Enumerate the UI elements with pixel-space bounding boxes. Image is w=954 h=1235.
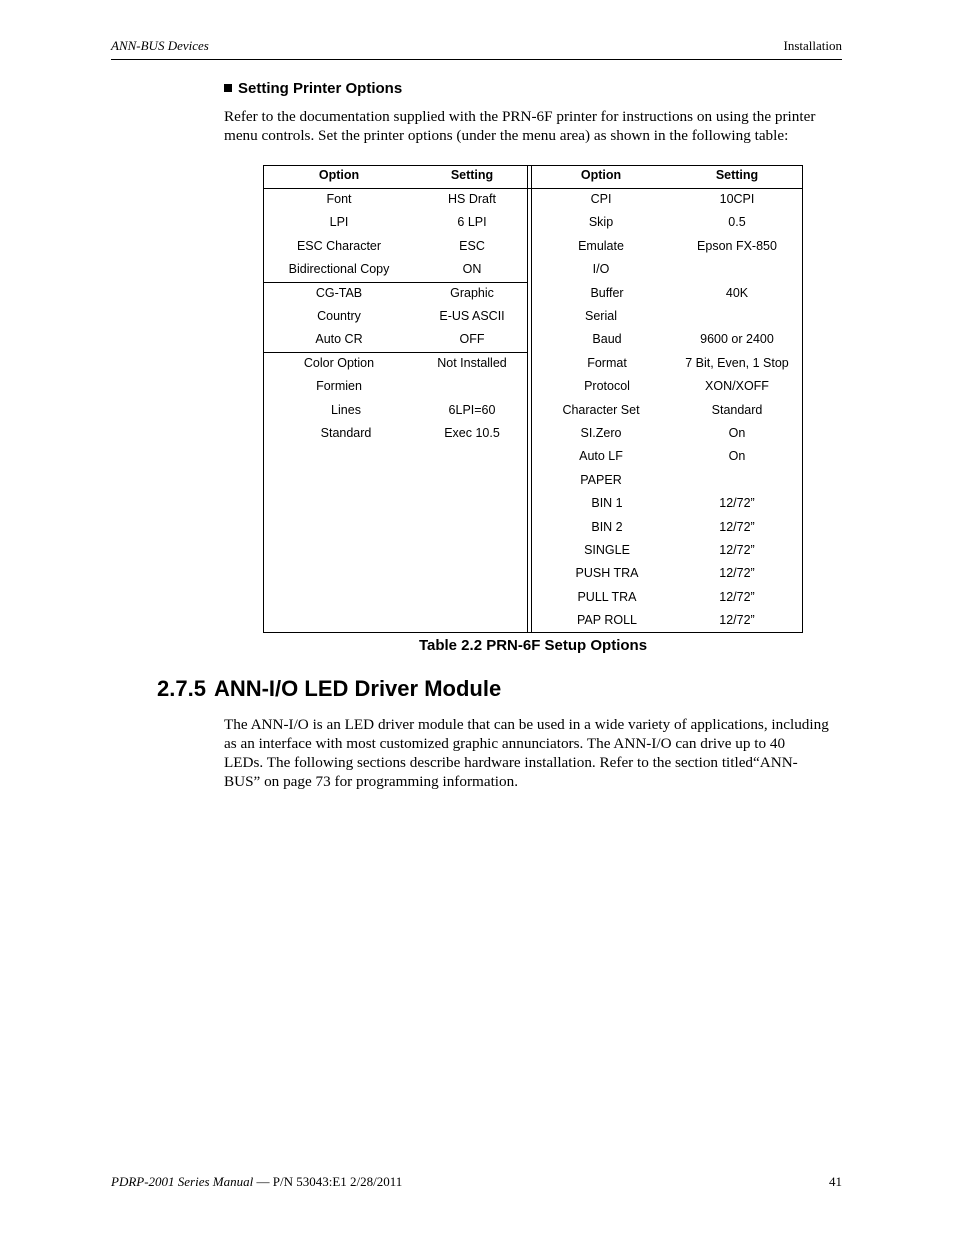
column-header-option: Option — [318, 168, 360, 182]
group-rule-line — [264, 282, 527, 283]
subsection-title: ANN-I/O LED Driver Module — [213, 676, 502, 701]
right-setting-cell: On — [728, 426, 746, 440]
intro-line: Refer to the documentation supplied with the PRN-6F printer for instructions on using the printer — [224, 108, 816, 125]
right-option-cell: BIN 2 — [591, 519, 623, 534]
section-heading — [224, 80, 402, 97]
body-line: as an interface with most customized graphic annunciators. The ANN-I/O can drive up to 40 — [224, 735, 786, 752]
left-option-cell: Font — [326, 192, 352, 206]
column-header-setting: Setting — [715, 168, 759, 182]
part-number: P/N 53043:E1 2/28/2011 — [272, 1174, 403, 1189]
right-option-cell: PAP ROLL — [577, 613, 637, 628]
right-option-cell: Baud — [592, 332, 622, 347]
left-option-cell: Bidirectional Copy — [288, 262, 390, 277]
right-setting-cell: 10CPI — [719, 192, 755, 206]
right-setting-cell: 0.5 — [728, 215, 746, 230]
left-setting-cell: Not Installed — [437, 355, 507, 370]
right-setting-cell: 12/72” — [719, 613, 755, 628]
left-setting-cell: ON — [462, 262, 482, 277]
right-option-cell: BIN 1 — [591, 496, 623, 511]
left-setting-cell: OFF — [459, 332, 485, 347]
table-divider — [527, 166, 528, 632]
section-heading-text: Setting Printer Options — [238, 80, 403, 97]
right-setting-cell: 12/72” — [719, 566, 755, 581]
left-setting-cell: Exec 10.5 — [444, 426, 500, 440]
body-paragraph — [224, 715, 844, 791]
table-divider — [531, 166, 532, 632]
left-setting-cell: 6LPI=60 — [448, 402, 496, 417]
left-setting-cell: ESC — [459, 238, 485, 253]
left-option-cell: Color Option — [303, 355, 375, 370]
right-option-cell: Buffer — [590, 285, 624, 300]
left-setting-cell: E-US ASCII — [439, 309, 505, 323]
right-setting-cell: On — [728, 449, 746, 464]
left-option-cell: Auto CR — [315, 332, 363, 347]
right-setting-cell: Standard — [711, 402, 763, 417]
intro-line: menu controls. Set the printer options (under the menu area) as shown in the following table: — [224, 127, 789, 144]
right-setting-cell: XON/XOFF — [705, 379, 769, 394]
subsection-heading — [157, 676, 501, 702]
right-option-cell: Format — [587, 355, 627, 370]
square-bullet-icon — [224, 84, 232, 92]
setup-options-table — [263, 165, 803, 633]
table-caption: Table 2.2 PRN-6F Setup Options — [418, 637, 648, 654]
right-option-cell: CPI — [590, 192, 612, 206]
right-setting-cell: 12/72” — [719, 519, 755, 534]
running-header-left: ANN-BUS Devices — [111, 38, 209, 53]
right-setting-cell: 12/72” — [719, 589, 755, 604]
right-setting-cell: 40K — [725, 285, 749, 300]
right-setting-cell: Epson FX-850 — [697, 238, 777, 253]
right-option-cell: Serial — [585, 309, 617, 323]
body-line: LEDs. The following sections describe hardware installation. Refer to the section titled“ANN- — [224, 754, 798, 771]
left-option-cell: LPI — [329, 215, 349, 230]
right-option-cell: PUSH TRA — [575, 566, 639, 581]
right-option-cell: PULL TRA — [577, 589, 637, 604]
subsection-number: 2.7.5 — [157, 676, 206, 701]
right-setting-cell: 7 Bit, Even, 1 Stop — [685, 355, 789, 370]
manual-title: PDRP-2001 Series Manual — [111, 1174, 254, 1189]
page-number: 41 — [829, 1174, 842, 1189]
right-option-cell: PAPER — [580, 472, 622, 487]
right-option-cell: I/O — [592, 262, 610, 277]
header-rule-line — [264, 188, 802, 189]
right-option-cell: Protocol — [584, 379, 630, 394]
right-option-cell: Skip — [588, 215, 614, 230]
footer-dash: — — [253, 1174, 273, 1189]
right-setting-cell: 12/72” — [719, 543, 755, 557]
column-header-option: Option — [580, 168, 622, 182]
right-option-cell: Auto LF — [579, 449, 623, 464]
left-option-cell: Lines — [331, 402, 361, 417]
group-rule-line — [264, 352, 527, 353]
right-setting-cell: 9600 or 2400 — [700, 332, 774, 347]
left-option-cell: ESC Character — [296, 238, 382, 253]
right-option-cell: SINGLE — [584, 543, 630, 557]
right-option-cell: SI.Zero — [580, 426, 622, 440]
left-option-cell: Formien — [316, 379, 362, 394]
right-setting-cell: 12/72” — [719, 496, 755, 511]
left-option-cell: CG-TAB — [315, 285, 363, 300]
left-option-cell: Standard — [320, 426, 372, 440]
right-option-cell: Emulate — [578, 238, 624, 253]
running-header-right: Installation — [783, 38, 842, 53]
left-setting-cell: 6 LPI — [457, 215, 487, 230]
footer-left — [111, 1174, 402, 1190]
body-line: BUS” on page 73 for programming information. — [224, 773, 518, 790]
header-rule — [111, 59, 842, 60]
right-option-cell: Character Set — [562, 402, 640, 417]
body-line: The ANN-I/O is an LED driver module that can be used in a wide variety of applications, including — [224, 716, 829, 733]
intro-paragraph — [224, 107, 844, 145]
column-header-setting: Setting — [450, 168, 494, 182]
left-setting-cell: Graphic — [450, 285, 494, 300]
left-option-cell: Country — [317, 309, 361, 323]
left-setting-cell: HS Draft — [448, 192, 496, 206]
